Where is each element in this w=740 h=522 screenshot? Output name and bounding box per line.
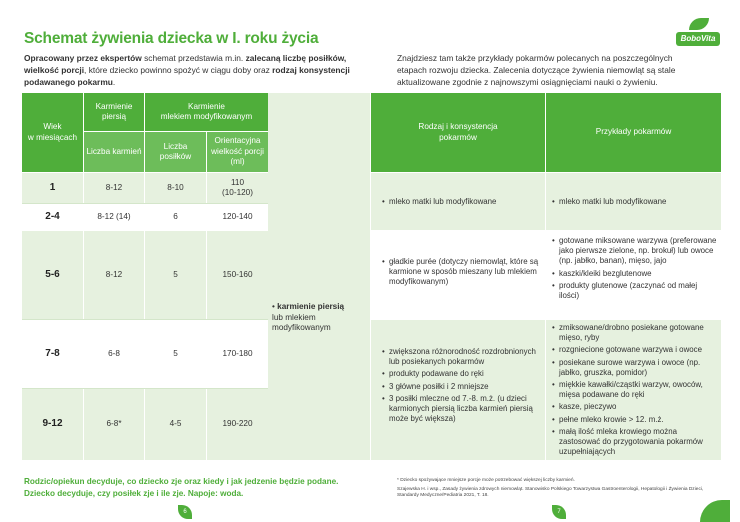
consistency-item: • 3 główne posiłki i 2 mniejsze: [382, 382, 542, 392]
row-divider: [22, 388, 268, 389]
logo-text: BoboVita: [676, 32, 720, 46]
examples-list-3: [552, 323, 717, 459]
count-cell: 8-10: [145, 173, 206, 203]
example-item: • kaszki/kleiki bezglutenowe: [552, 269, 717, 279]
footnote-source: Szajewska H. i wsp., Zasady żywienia zdrowych niemowląt. Stanowisko Polskiego Towarzystwa Gastroenterologii, Hepatologii i Żywienia Dzieci, Standardy Medyczne/Pediatria 2021, T. 18.: [397, 487, 704, 498]
footer-line-2: Dziecko decyduje, czy posiłek zje i ile zje. Napoje: woda.: [24, 489, 244, 498]
row-divider: [22, 319, 268, 320]
volume-cell: 120-140: [207, 204, 268, 230]
example-item: • mleko matki lub modyfikowane: [552, 197, 717, 207]
volume-cell: 190-220: [207, 389, 268, 460]
consistency-item: • gładkie purée (dotyczy niemowląt, które są karmione w sposób mieszany lub mlekiem modyfikowanym): [382, 257, 542, 288]
breast-cell: 8-12 (14): [84, 204, 144, 230]
example-item: • produkty glutenowe (zaczynać od małej ilości): [552, 281, 717, 301]
header-formula-volume: Orientacyjna wielkość porcji (ml): [207, 132, 268, 172]
header-formula: Karmienie mlekiem modyfikowanym: [145, 93, 268, 131]
breast-cell: 6-8: [84, 320, 144, 388]
example-item: • małą ilość mleka krowiego można zastosować do przygotowania pokarmów uzupełniających: [552, 427, 717, 458]
example-item: • gotowane miksowane warzywa (preferowane jako pierwsze zielone, np. brokuł) lub owoce (np. jabłko, banan), mięso, jajo: [552, 236, 717, 267]
header-formula-count: Liczba posiłków: [145, 132, 206, 172]
count-cell: 6: [145, 204, 206, 230]
page-title: Schemat żywienia dziecka w I. roku życia: [24, 30, 319, 47]
count-cell: 5: [145, 231, 206, 319]
leaf-icon: [689, 18, 709, 30]
feeding-method-rest: lub mlekiem modyfikowanym: [272, 312, 331, 332]
example-item: • miękkie kawałki/cząstki warzyw, owoców, mięsa podawane do ręki: [552, 380, 717, 400]
header-breast: Karmienie piersią: [84, 93, 144, 131]
example-item: • kasze, pieczywo: [552, 402, 717, 412]
age-cell: 2-4: [22, 204, 83, 230]
intro-text-6: .: [112, 77, 116, 87]
volume-cell: 110 (10-120): [207, 173, 268, 203]
consistency-item: • produkty podawane do ręki: [382, 369, 542, 379]
volume-cell: 150-160: [207, 231, 268, 319]
breast-cell: 8-12: [84, 173, 144, 203]
feeding-method-column: [268, 93, 370, 460]
header-consistency: Rodzaj i konsystencja pokarmów: [371, 93, 545, 172]
footnote: [397, 478, 717, 502]
intro-text-4: , które dziecko powinno spożyć w ciągu doby oraz: [84, 65, 273, 75]
header-age: Wiek w miesiącach: [22, 93, 83, 172]
example-item: • posiekane surowe warzywa i owoce (np. jabłko, gruszka, pomidor): [552, 358, 717, 378]
column-divider: [545, 173, 546, 460]
intro-bold-5: rodzaj konsystencji podawanego pokarmu: [24, 65, 350, 87]
intro-right: Znajdziesz tam także przykłady pokarmów polecanych na poszczególnych etapach rozwoju dziecka. Zalecenia dotyczące żywienia niemowląt są stale aktualizowane zgodnie z najnowszymi osiągnięciami nauki o żywieniu.: [397, 53, 676, 87]
intro-left: [24, 52, 364, 88]
age-cell: 9-12: [22, 389, 83, 460]
consistency-item: • 3 posiłki mleczne od 7.-8. m.ż. (u dzieci karmionych piersią liczba karmień piersią może być większa): [382, 394, 542, 425]
breast-cell: 6-8*: [84, 389, 144, 460]
footnote-star: * Dziecko spożywające mniejsze porcje może potrzebować większej liczby karmień.: [397, 478, 575, 483]
examples-list-2: [552, 236, 717, 303]
breast-cell: 8-12: [84, 231, 144, 319]
consistency-item: • mleko matki lub modyfikowane: [382, 197, 542, 207]
consistency-item: • zwiększona różnorodność rozdrobnionych lub posiekanych pokarmów: [382, 347, 542, 367]
age-cell: 7-8: [22, 320, 83, 388]
row-divider: [22, 203, 268, 204]
age-cell: 5-6: [22, 231, 83, 319]
page-number-right: 7: [552, 505, 566, 519]
volume-cell: 170-180: [207, 320, 268, 388]
brand-logo: [676, 18, 720, 50]
feeding-method-bold: karmienie piersią: [277, 302, 345, 311]
header-examples: Przykłady pokarmów: [546, 93, 721, 172]
example-item: • zmiksowane/drobno posiekane gotowane mięso, ryby: [552, 323, 717, 343]
example-item: • rozgniecione gotowane warzywa i owoce: [552, 345, 717, 355]
age-cell: 1: [22, 173, 83, 203]
count-cell: 5: [145, 320, 206, 388]
intro-text-2: schemat przedstawia m.in.: [141, 53, 246, 63]
consistency-list-3: [382, 347, 542, 426]
examples-list-1: [552, 197, 717, 209]
header-breast-sub: Liczba karmień: [84, 132, 144, 172]
feeding-method-text: • karmienie piersią lub mlekiem modyfikowanym: [272, 302, 345, 332]
corner-leaf-icon: [700, 500, 730, 522]
page-number-left: 6: [178, 505, 192, 519]
intro-bold-1: Opracowany przez ekspertów: [24, 53, 142, 63]
intro-bold-3: zalecaną liczbę posiłków, wielkość porcji: [24, 53, 347, 75]
example-item: • pełne mleko krowie > 12. m.ż.: [552, 415, 717, 425]
count-cell: 4-5: [145, 389, 206, 460]
footer-note: [24, 476, 364, 500]
footer-line-1: Rodzic/opiekun decyduje, co dziecko zje oraz kiedy i jak jedzenie będzie podane.: [24, 477, 339, 486]
consistency-list-2: [382, 257, 542, 290]
consistency-list-1: [382, 197, 542, 209]
